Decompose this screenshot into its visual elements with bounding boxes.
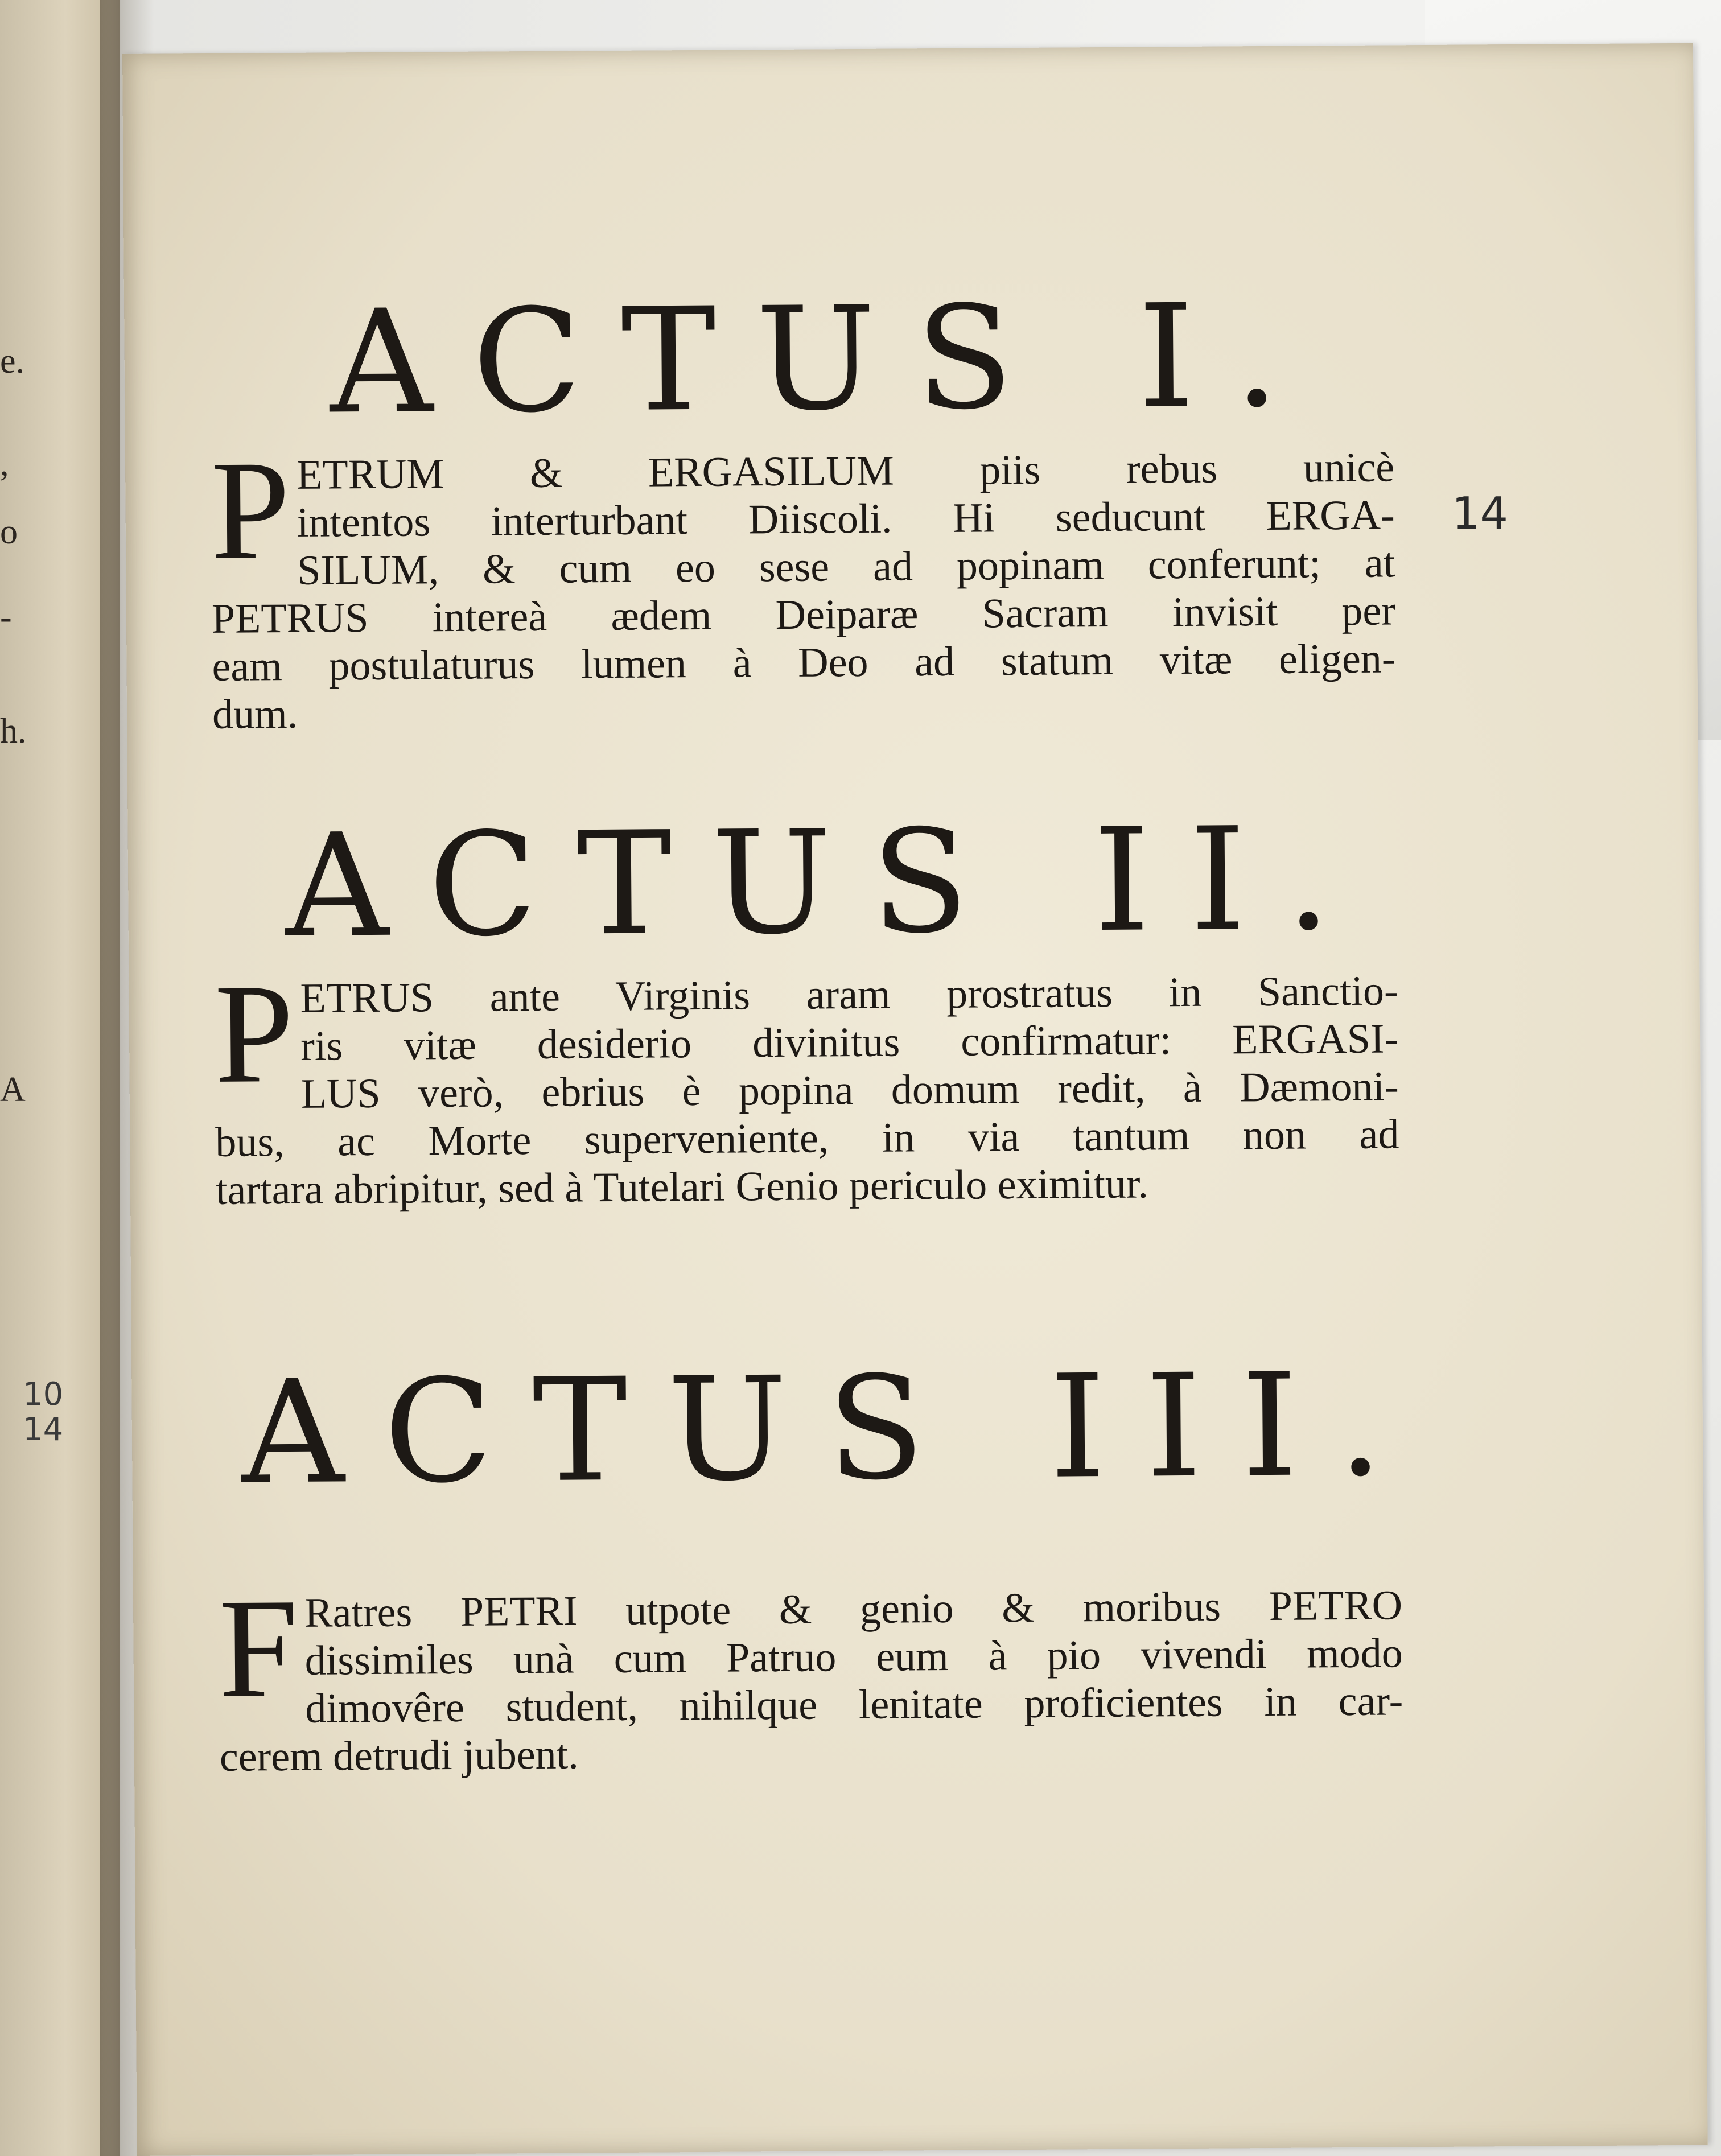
drop-cap: P bbox=[214, 954, 295, 1113]
text-line: bus, ac Morte superveniente, in via tantum non ad bbox=[215, 1111, 1399, 1166]
left-page-fragment: h. bbox=[0, 712, 27, 751]
act-heading: ACTUS III. bbox=[241, 1342, 1423, 1516]
text-line: tartara abripitur, sed à Tutelari Genio periculo eximitur. bbox=[215, 1160, 1149, 1214]
act-paragraph bbox=[218, 1569, 1403, 1781]
text-line: LUS verò, ebrius è popina domum redit, à Dæmoni- bbox=[300, 1063, 1399, 1118]
text-line: dimovêre student, nihilque lenitate proficientes in car- bbox=[305, 1677, 1403, 1732]
text-line: ris vitæ desiderio divinitus confirmatur: ERGASI- bbox=[300, 1015, 1399, 1070]
act-paragraph bbox=[214, 954, 1399, 1214]
printed-page bbox=[122, 43, 1708, 2156]
handwritten-folio-number: 14 bbox=[1451, 488, 1508, 540]
text-line: SILUM, & cum eo sese ad popinam conferunt; at bbox=[297, 539, 1395, 594]
act-paragraph bbox=[210, 431, 1396, 739]
text-line: intentos interturbant Diiscoli. Hi seducunt ERGA- bbox=[297, 492, 1395, 546]
left-page-fragment: A bbox=[0, 1070, 26, 1109]
text-line: Ratres PETRI utpote & genio & moribus PETRO bbox=[304, 1582, 1403, 1636]
text-line: PETRUS intereà ædem Deiparæ Sacram invisit per bbox=[211, 587, 1396, 642]
text-line: eam postulaturus lumen à Deo ad statum vitæ eligen- bbox=[212, 635, 1396, 690]
left-note-line: 14 bbox=[23, 1411, 64, 1448]
act-heading: ACTUS I. bbox=[329, 273, 1320, 446]
left-page-fragment: , bbox=[0, 444, 9, 483]
left-page-fragment: o bbox=[0, 513, 18, 551]
left-page-handwritten-note bbox=[23, 1377, 63, 1448]
act-heading: ACTUS II. bbox=[285, 795, 1372, 970]
drop-cap: P bbox=[210, 431, 291, 590]
text-line: ETRUS ante Virginis aram prostratus in Sanctio- bbox=[300, 967, 1398, 1022]
text-line: dissimiles unà cum Patruo eum à pio vivendi modo bbox=[304, 1630, 1403, 1684]
left-note-line: 10 bbox=[23, 1376, 64, 1413]
page-content bbox=[122, 43, 1708, 2156]
text-line: ETRUM & ERGASILUM piis rebus unicè bbox=[296, 444, 1395, 498]
left-page-fragment: e. bbox=[0, 342, 25, 381]
left-page-fragment: - bbox=[0, 598, 12, 637]
drop-cap: F bbox=[218, 1569, 299, 1728]
text-line: dum. bbox=[212, 690, 298, 738]
text-line: cerem detrudi jubent. bbox=[219, 1731, 579, 1780]
